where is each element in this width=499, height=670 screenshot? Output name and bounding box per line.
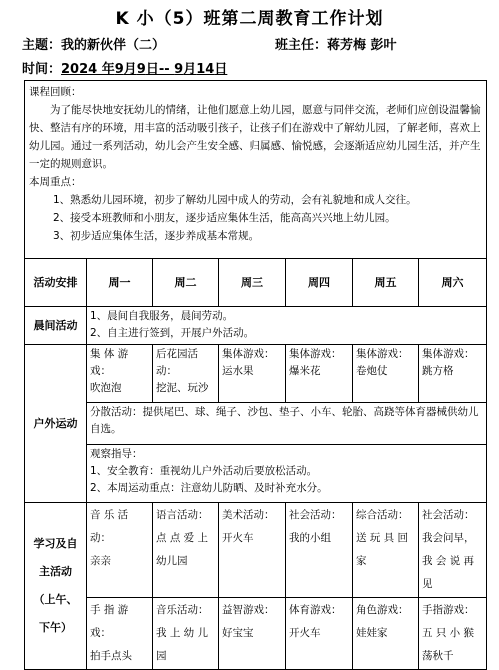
activity-label: 手指游戏： [422, 604, 475, 616]
activity-value: 跳方格 [422, 365, 454, 377]
morning-label: 晨间活动 [25, 307, 87, 345]
study-label-line: （上午、 [33, 593, 78, 606]
time-day-unit-2: 日 [214, 62, 228, 77]
activity-value: 开火车 [289, 627, 321, 639]
time-end-day: 14 [196, 62, 215, 77]
outdoor-group-cell [353, 345, 419, 403]
theme-line [22, 34, 165, 53]
activity-label: 角色游戏： [356, 604, 409, 616]
time-year: 2024 年 [61, 62, 115, 77]
theme-value: 我的新伙伴（二） [61, 38, 166, 53]
study-cell [286, 598, 353, 670]
study-cell [219, 598, 286, 670]
study-cell [153, 598, 219, 670]
day-header: 周六 [419, 259, 487, 307]
activity-label: 集 体 游 戏： [90, 348, 129, 377]
activity-value: 送 玩 具 回 家 [356, 532, 409, 567]
activity-value: 卷炮仗 [356, 365, 388, 377]
activity-value: 好宝宝 [222, 627, 254, 639]
review-text: 为了能尽快地安抚幼儿的情绪，让他们愿意上幼儿园，愿意与同伴交流，老师们应创设温馨愉快、整洁有序的环境，用丰富的活动吸引孩子，让孩子们在游戏中了解幼儿园，了解老师，喜欢上幼儿园。通过一系列活动，幼儿会产生安全感、归属感、愉悦感，会逐渐适应幼儿园生活，并产生一定的规则意识。 [29, 104, 481, 170]
outdoor-group-cell [153, 345, 219, 403]
activity-label: 集体游戏： [356, 348, 409, 360]
time-day-unit: 日-- [145, 62, 175, 77]
study-label-line: 学习及自 [33, 537, 78, 550]
activity-label: 音乐活动： [156, 604, 209, 616]
outdoor-group-cell [286, 345, 353, 403]
time-start-month: 9 [114, 62, 124, 77]
outdoor-observation-cell [87, 445, 487, 503]
outdoor-group-cell [219, 345, 286, 403]
activity-value: 亲亲 [90, 555, 111, 567]
activity-value: 挖泥、玩沙 [156, 382, 209, 394]
observation-item: 1、安全教育：重视幼儿户外活动后要放松活动。 [90, 465, 318, 477]
teachers-line [275, 34, 397, 53]
study-cell [419, 598, 487, 670]
outdoor-split-cell: 分散活动：提供尾巴、球、绳子、沙包、垫子、小车、轮胎、高跷等体育器械供幼儿自选。 [87, 403, 487, 445]
study-cell [353, 598, 419, 670]
activity-value: 运水果 [222, 365, 254, 377]
time-line [22, 58, 227, 77]
activity-value: 我会问早，我 会 说 再 见 [422, 532, 475, 590]
time-label: 时间： [22, 62, 62, 77]
intro-cell [25, 81, 487, 259]
activity-value: 我 上 幼 儿 园 [156, 627, 209, 662]
review-heading: 课程回顾： [29, 86, 82, 98]
activity-label: 手 指 游 戏： [90, 604, 129, 639]
activity-label: 社会活动： [289, 509, 342, 521]
activity-value: 拍手点头 [90, 650, 132, 662]
activity-value: 爆米花 [289, 365, 321, 377]
focus-item: 3、初步适应集体生活，逐步养成基本常规。 [53, 230, 260, 242]
morning-line: 1、晨间自我服务，晨间劳动。 [90, 310, 234, 322]
theme-label: 主题： [22, 38, 62, 53]
outdoor-group-cell [87, 345, 153, 403]
activity-label: 集体游戏： [289, 348, 342, 360]
time-month-unit-2: 月 [183, 62, 197, 77]
plan-table [24, 80, 487, 670]
observation-heading: 观察指导： [90, 448, 143, 460]
outdoor-label: 户外运动 [25, 345, 87, 503]
time-month-unit: 月 [123, 62, 137, 77]
time-end-month: 9 [174, 62, 184, 77]
teachers-label: 班主任： [275, 38, 328, 53]
study-cell [286, 503, 353, 598]
study-cell [87, 598, 153, 670]
morning-cell [87, 307, 487, 345]
time-start-day: 9 [136, 62, 146, 77]
activity-value: 娃娃家 [356, 627, 388, 639]
activity-value: 五 只 小 猴 荡秋千 [422, 627, 475, 662]
day-header: 周四 [286, 259, 353, 307]
activity-label: 集体游戏： [422, 348, 475, 360]
observation-item: 2、本周运动重点：注意幼儿防晒、及时补充水分。 [90, 482, 328, 494]
morning-line: 2、自主进行签到，开展户外活动。 [90, 327, 255, 339]
activity-value: 我的小组 [289, 532, 331, 544]
page-title: K 小（5）班第二周教育工作计划 [115, 9, 384, 29]
activity-label: 体育游戏： [289, 604, 342, 616]
day-header: 周三 [219, 259, 286, 307]
activity-label: 后花园活动： [156, 348, 198, 377]
activity-value: 开火车 [222, 532, 254, 544]
day-header: 周二 [153, 259, 219, 307]
teachers-value: 蒋芳梅 彭叶 [327, 38, 397, 53]
day-header: 周一 [87, 259, 153, 307]
activity-label: 语言活动： [156, 509, 209, 521]
study-label [25, 503, 87, 670]
focus-heading: 本周重点： [29, 176, 82, 188]
activity-label: 音 乐 活 动： [90, 509, 129, 544]
activity-label: 益智游戏： [222, 604, 275, 616]
day-header: 周五 [353, 259, 419, 307]
study-label-line: 下午） [39, 621, 72, 634]
study-cell [353, 503, 419, 598]
focus-item: 1、熟悉幼儿园环境，初步了解幼儿园中成人的劳动，会有礼貌地和成人交往。 [53, 194, 417, 206]
study-cell [219, 503, 286, 598]
activity-label: 集体游戏： [222, 348, 275, 360]
activity-label: 美术活动： [222, 509, 275, 521]
activity-value: 点 点 爱 上 幼儿园 [156, 532, 209, 567]
activity-label: 社会活动： [422, 509, 475, 521]
activity-value: 吹泡泡 [90, 382, 122, 394]
study-cell [87, 503, 153, 598]
corner-header: 活动安排 [25, 259, 87, 307]
focus-item: 2、接受本班教师和小朋友，逐步适应集体生活，能高高兴兴地上幼儿园。 [53, 212, 396, 224]
outdoor-group-cell [419, 345, 487, 403]
study-cell [153, 503, 219, 598]
study-cell [419, 503, 487, 598]
study-label-line: 主活动 [39, 565, 72, 578]
activity-label: 综合活动： [356, 509, 409, 521]
